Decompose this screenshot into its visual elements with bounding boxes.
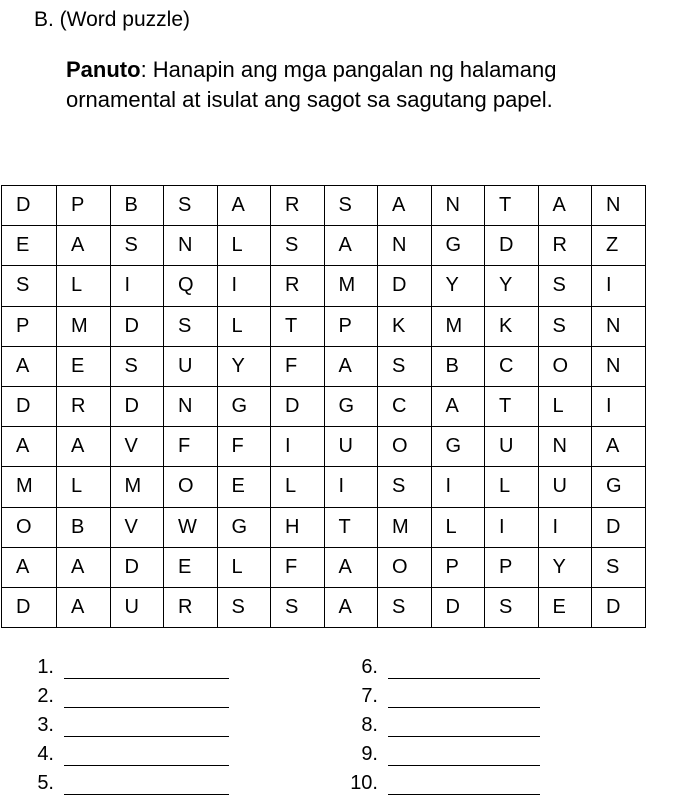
answer-blank[interactable]: [388, 718, 540, 737]
grid-cell[interactable]: F: [271, 346, 325, 386]
grid-cell[interactable]: D: [485, 226, 539, 266]
answer-number: 5.: [37, 772, 54, 794]
grid-cell[interactable]: T: [485, 386, 539, 426]
grid-cell[interactable]: S: [324, 186, 378, 226]
answer-number: 7.: [361, 685, 378, 707]
grid-cell[interactable]: F: [164, 427, 218, 467]
grid-cell[interactable]: S: [217, 587, 271, 627]
grid-cell[interactable]: I: [485, 507, 539, 547]
grid-cell[interactable]: U: [164, 346, 218, 386]
grid-cell[interactable]: C: [378, 386, 432, 426]
answer-blank[interactable]: [64, 776, 229, 795]
grid-cell[interactable]: M: [324, 266, 378, 306]
answer-blank[interactable]: [388, 776, 540, 795]
answer-number: 4.: [37, 743, 54, 765]
grid-cell[interactable]: K: [378, 306, 432, 346]
grid-cell[interactable]: A: [217, 186, 271, 226]
grid-cell[interactable]: N: [592, 306, 646, 346]
grid-row: [2, 306, 646, 346]
grid-cell[interactable]: F: [217, 427, 271, 467]
grid-cell[interactable]: I: [271, 427, 325, 467]
grid-cell[interactable]: S: [538, 306, 592, 346]
answer-line-10[interactable]: [340, 771, 540, 795]
grid-cell[interactable]: S: [592, 547, 646, 587]
grid-cell[interactable]: N: [592, 346, 646, 386]
answer-line-3[interactable]: [30, 713, 229, 737]
grid-cell[interactable]: S: [538, 266, 592, 306]
grid-cell[interactable]: I: [217, 266, 271, 306]
answer-line-2[interactable]: [30, 684, 229, 708]
answer-blank[interactable]: [388, 689, 540, 708]
grid-cell[interactable]: D: [2, 386, 57, 426]
grid-cell[interactable]: V: [110, 427, 164, 467]
grid-cell[interactable]: P: [324, 306, 378, 346]
grid-cell[interactable]: O: [538, 346, 592, 386]
grid-cell[interactable]: U: [485, 427, 539, 467]
grid-cell[interactable]: S: [378, 587, 432, 627]
grid-cell[interactable]: Y: [485, 266, 539, 306]
grid-cell[interactable]: N: [378, 226, 432, 266]
grid-cell[interactable]: A: [324, 226, 378, 266]
grid-cell[interactable]: D: [431, 587, 485, 627]
grid-cell[interactable]: L: [217, 226, 271, 266]
answer-number: 2.: [37, 685, 54, 707]
grid-cell[interactable]: E: [217, 467, 271, 507]
grid-cell[interactable]: H: [271, 507, 325, 547]
grid-cell[interactable]: L: [538, 386, 592, 426]
grid-cell[interactable]: R: [271, 266, 325, 306]
grid-cell[interactable]: D: [592, 587, 646, 627]
grid-cell[interactable]: N: [164, 386, 218, 426]
answer-line-5[interactable]: [30, 771, 229, 795]
grid-cell[interactable]: Y: [431, 266, 485, 306]
grid-cell[interactable]: A: [538, 186, 592, 226]
grid-cell[interactable]: P: [431, 547, 485, 587]
grid-cell[interactable]: S: [110, 226, 164, 266]
grid-cell[interactable]: I: [431, 467, 485, 507]
grid-cell[interactable]: S: [271, 587, 325, 627]
grid-cell[interactable]: P: [57, 186, 111, 226]
answer-line-1[interactable]: [30, 655, 229, 679]
answer-line-9[interactable]: [340, 742, 540, 766]
grid-cell[interactable]: F: [271, 547, 325, 587]
word-search-grid: [1, 185, 646, 628]
grid-cell[interactable]: K: [485, 306, 539, 346]
grid-cell[interactable]: L: [57, 467, 111, 507]
grid-cell[interactable]: A: [57, 427, 111, 467]
grid-cell[interactable]: R: [538, 226, 592, 266]
grid-cell[interactable]: G: [217, 386, 271, 426]
grid-cell[interactable]: G: [592, 467, 646, 507]
grid-cell[interactable]: A: [2, 346, 57, 386]
answer-blank[interactable]: [64, 660, 229, 679]
grid-cell[interactable]: U: [538, 467, 592, 507]
grid-cell[interactable]: U: [324, 427, 378, 467]
grid-cell[interactable]: L: [431, 507, 485, 547]
grid-cell[interactable]: U: [110, 587, 164, 627]
grid-cell[interactable]: E: [2, 226, 57, 266]
grid-cell[interactable]: T: [324, 507, 378, 547]
grid-cell[interactable]: A: [57, 547, 111, 587]
grid-row: [2, 266, 646, 306]
grid-cell[interactable]: S: [2, 266, 57, 306]
grid-cell[interactable]: A: [57, 226, 111, 266]
grid-cell[interactable]: S: [271, 226, 325, 266]
grid-cell[interactable]: P: [2, 306, 57, 346]
grid-cell[interactable]: D: [110, 386, 164, 426]
answer-blank[interactable]: [388, 747, 540, 766]
answer-number: 3.: [37, 714, 54, 736]
grid-cell[interactable]: A: [324, 547, 378, 587]
grid-cell[interactable]: S: [378, 346, 432, 386]
grid-row: [2, 186, 646, 226]
grid-cell[interactable]: O: [378, 547, 432, 587]
grid-cell[interactable]: R: [57, 386, 111, 426]
grid-cell[interactable]: G: [217, 507, 271, 547]
grid-row: [2, 467, 646, 507]
instructions-label: Panuto: [66, 57, 141, 82]
grid-cell[interactable]: E: [538, 587, 592, 627]
grid-row: [2, 547, 646, 587]
grid-cell[interactable]: S: [378, 467, 432, 507]
grid-cell[interactable]: S: [164, 306, 218, 346]
answer-blank[interactable]: [64, 718, 229, 737]
instructions: [66, 55, 666, 115]
answer-blank[interactable]: [64, 689, 229, 708]
grid-cell[interactable]: S: [164, 186, 218, 226]
grid-cell[interactable]: E: [57, 346, 111, 386]
answer-lines: [0, 655, 686, 800]
grid-cell[interactable]: M: [57, 306, 111, 346]
answer-line-6[interactable]: [340, 655, 540, 679]
grid-cell[interactable]: B: [57, 507, 111, 547]
grid-cell[interactable]: N: [538, 427, 592, 467]
grid-cell[interactable]: M: [378, 507, 432, 547]
grid-cell[interactable]: I: [110, 266, 164, 306]
answer-blank[interactable]: [388, 660, 540, 679]
grid-cell[interactable]: A: [431, 386, 485, 426]
grid-row: [2, 507, 646, 547]
grid-row: [2, 226, 646, 266]
grid-cell[interactable]: R: [164, 587, 218, 627]
grid-cell[interactable]: V: [110, 507, 164, 547]
grid-cell[interactable]: E: [164, 547, 218, 587]
grid-cell[interactable]: A: [2, 427, 57, 467]
answer-number: 10.: [350, 772, 378, 794]
grid-cell[interactable]: A: [324, 346, 378, 386]
answer-number: 8.: [361, 714, 378, 736]
answer-number: 9.: [361, 743, 378, 765]
grid-cell[interactable]: D: [2, 186, 57, 226]
grid-cell[interactable]: O: [378, 427, 432, 467]
grid-cell[interactable]: L: [217, 306, 271, 346]
grid-cell[interactable]: G: [324, 386, 378, 426]
grid-cell[interactable]: P: [485, 547, 539, 587]
grid-cell[interactable]: I: [592, 266, 646, 306]
answer-blank[interactable]: [64, 747, 229, 766]
answer-line-7[interactable]: [340, 684, 540, 708]
grid-cell[interactable]: T: [271, 306, 325, 346]
grid-cell[interactable]: B: [431, 346, 485, 386]
grid-row: [2, 587, 646, 627]
grid-cell[interactable]: D: [592, 507, 646, 547]
grid-cell[interactable]: A: [592, 427, 646, 467]
grid-cell[interactable]: N: [164, 226, 218, 266]
grid-cell[interactable]: S: [485, 587, 539, 627]
grid-cell[interactable]: M: [431, 306, 485, 346]
grid-cell[interactable]: B: [110, 186, 164, 226]
grid-cell[interactable]: Z: [592, 226, 646, 266]
grid-row: [2, 427, 646, 467]
grid-cell[interactable]: W: [164, 507, 218, 547]
answer-number: 6.: [361, 656, 378, 678]
grid-cell[interactable]: A: [324, 587, 378, 627]
grid-cell[interactable]: D: [271, 386, 325, 426]
grid-cell[interactable]: D: [2, 587, 57, 627]
grid-cell[interactable]: M: [110, 467, 164, 507]
grid-row: [2, 386, 646, 426]
grid-cell[interactable]: G: [431, 427, 485, 467]
grid-cell[interactable]: N: [431, 186, 485, 226]
answer-number: 1.: [37, 656, 54, 678]
grid-cell[interactable]: O: [164, 467, 218, 507]
grid-cell[interactable]: L: [57, 266, 111, 306]
grid-cell[interactable]: M: [2, 467, 57, 507]
grid-cell[interactable]: Y: [538, 547, 592, 587]
section-label: B. (Word puzzle): [34, 8, 190, 31]
grid-cell[interactable]: D: [378, 266, 432, 306]
answer-line-4[interactable]: [30, 742, 229, 766]
answer-line-8[interactable]: [340, 713, 540, 737]
instructions-text: : Hanapin ang mga pangalan ng halamang ornamental at isulat ang sagot sa sagutang papel.: [66, 57, 557, 112]
grid-cell[interactable]: L: [485, 467, 539, 507]
grid-cell[interactable]: A: [378, 186, 432, 226]
grid-row: [2, 346, 646, 386]
grid-cell[interactable]: O: [2, 507, 57, 547]
grid-cell[interactable]: L: [217, 547, 271, 587]
grid-cell[interactable]: N: [592, 186, 646, 226]
grid-cell[interactable]: A: [57, 587, 111, 627]
grid-cell[interactable]: Q: [164, 266, 218, 306]
grid-cell[interactable]: D: [110, 306, 164, 346]
grid-cell[interactable]: G: [431, 226, 485, 266]
grid-cell[interactable]: Y: [217, 346, 271, 386]
grid-cell[interactable]: I: [324, 467, 378, 507]
grid-cell[interactable]: I: [538, 507, 592, 547]
grid-cell[interactable]: C: [485, 346, 539, 386]
grid-cell[interactable]: L: [271, 467, 325, 507]
grid-cell[interactable]: S: [110, 346, 164, 386]
grid-cell[interactable]: R: [271, 186, 325, 226]
grid-cell[interactable]: D: [110, 547, 164, 587]
grid-cell[interactable]: T: [485, 186, 539, 226]
grid-cell[interactable]: A: [2, 547, 57, 587]
grid-cell[interactable]: I: [592, 386, 646, 426]
